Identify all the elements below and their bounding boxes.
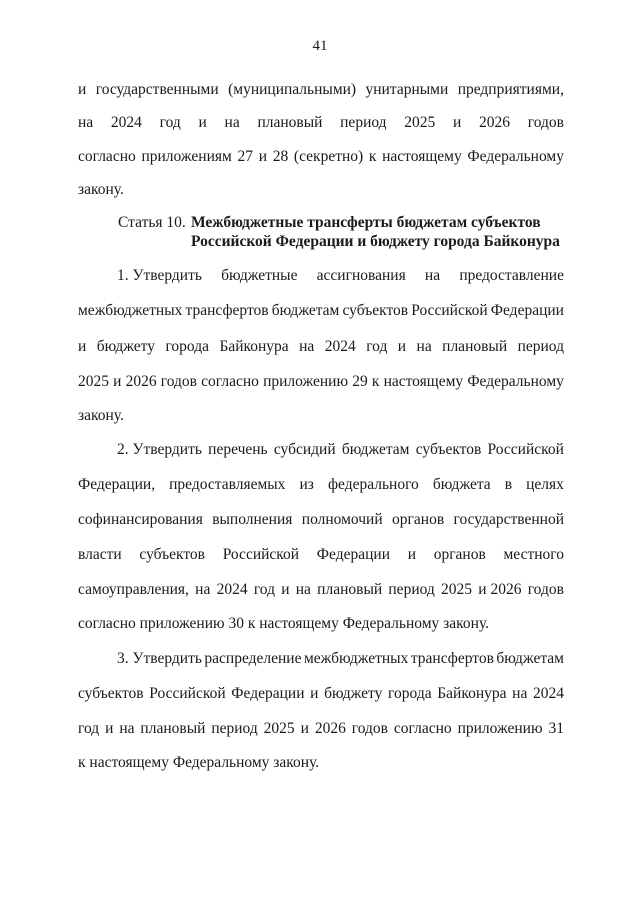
word: 2026 [479,114,511,131]
word: на [78,114,94,131]
word: период [388,581,435,598]
word: ассигнования [316,267,406,284]
word: органов [433,546,486,563]
word: приложениям [141,148,232,165]
word: самоуправления, [78,581,189,598]
text-line: согласно приложению 30 к настоящему Федеральному закону. [78,615,490,632]
text-line [78,720,564,738]
word: бюджетам [496,650,564,667]
word: бюджетам [341,441,410,458]
word: распределение [204,650,302,667]
text-line [117,441,564,459]
word: Федеральному [467,373,564,390]
word: 2024 [533,685,564,702]
word: Федерации [490,302,564,319]
word: бюджету [324,685,383,702]
word: трансфертов [185,302,269,319]
word: и [105,720,114,737]
word: 31 [548,720,564,737]
word: год [253,581,275,598]
word: межбюджетных [78,302,183,319]
word: Федерации, [78,476,156,493]
word: и [78,81,87,98]
word: на [424,267,441,284]
word: согласно [393,720,452,737]
word: и [258,148,268,165]
word: целях [526,476,564,493]
word: на [224,114,240,131]
word: настоящему [383,373,464,390]
word: 29 [352,373,368,390]
word: выполнения [212,511,293,528]
word: бюджетам [271,302,340,319]
word: 2025 [263,720,295,737]
text-line [78,546,564,564]
word: и 2026 [478,581,522,598]
word: 2024 [324,338,356,355]
word: софинансирования [78,511,203,528]
word: и [281,581,290,598]
article-label: Статья 10. [118,214,186,231]
word: год [78,720,100,737]
word: 2026 [314,720,346,737]
word: Байконура [437,685,507,702]
word: 2025 [404,114,436,131]
word: и [113,373,122,390]
word: согласно [201,373,259,390]
word: субъектов [342,302,409,319]
word: 2024 [110,114,142,131]
word: к [368,148,377,165]
word: согласно [78,148,136,165]
word: годов [160,373,197,390]
word: федерального [327,476,419,493]
word: и [453,114,462,131]
word: и [407,546,416,563]
word: унитарными [365,81,449,98]
word: 2025 [441,581,473,598]
word: годов [527,581,564,598]
word: субъектов [78,685,144,702]
word: 2. Утвердить [117,441,202,458]
word: период [517,338,564,355]
word: 28 [272,148,289,165]
word: и [198,114,207,131]
word: Федерации [231,685,305,702]
word: настоящему [382,148,462,165]
word: на [295,581,311,598]
text-line [117,267,564,285]
word: плановый [140,720,206,737]
word: период [340,114,387,131]
word: на [299,338,315,355]
word: предприятиями, [457,81,564,98]
word: предоставление [459,267,564,284]
word: перечень [208,441,268,458]
word: к [371,373,380,390]
article-title [191,213,560,251]
word: бюджета [432,476,491,493]
word: на [512,685,528,702]
word: бюджетные [221,267,298,284]
text-line [78,685,564,703]
text-line: закону. [78,407,124,424]
word: бюджету [96,338,156,355]
word: год [366,338,388,355]
word: предоставляемых [169,476,286,493]
text-line [78,338,564,356]
word: полномочий [301,511,383,528]
word: межбюджетных [303,650,409,667]
word: плановый [257,114,323,131]
word: власти [78,546,122,563]
word: Байконура [219,338,289,355]
word: Российской [411,302,488,319]
word: годов [527,114,564,131]
word: субъектов [415,441,482,458]
word: субсидий [273,441,336,458]
word: государственной [453,511,564,528]
word: органов [392,511,445,528]
word: 1. Утвердить [117,267,202,284]
text-line [78,114,564,132]
word: трансфертов [410,650,494,667]
word: и [397,338,407,355]
word: (муниципальными) [228,81,357,98]
word: местного [503,546,564,563]
text-line [117,650,564,668]
word: плановый [442,338,508,355]
word: Российской [222,546,300,563]
word: государственными [95,81,219,98]
text-line [78,511,564,529]
text-line: закону. [78,181,124,198]
word: и [300,720,309,737]
word: приложению [457,720,543,737]
word: города [388,685,432,702]
word: в [504,476,513,493]
word: и [78,338,87,355]
word: Федеральному [467,148,564,165]
word: 2026 [125,373,157,390]
text-line [78,148,564,166]
word: год [159,114,181,131]
word: приложению [263,373,349,390]
word: 2025 [78,373,109,390]
word: и [310,685,319,702]
word: субъектов [139,546,205,563]
text-line [78,373,564,391]
word: Российской [487,441,564,458]
word: из [299,476,314,493]
word: период [211,720,258,737]
word: Российской [149,685,226,702]
word: на [195,581,211,598]
page-number: 41 [312,38,328,54]
word: плановый [317,581,383,598]
word: (секретно) [293,148,364,165]
word: 27 [237,148,254,165]
word: 2024 [216,581,248,598]
word: города [165,338,209,355]
word: 3. Утвердить [117,650,202,667]
text-line [78,476,564,494]
word: Федерации [316,546,390,563]
word: годов [351,720,388,737]
text-line: к настоящему Федеральному закону. [78,754,320,771]
word: на [119,720,135,737]
article-title-line: Российской Федерации и бюджету города Байконура [191,233,560,250]
text-line [78,581,564,599]
word: на [416,338,432,355]
text-line [78,302,564,320]
article-title-line: Межбюджетные трансферты бюджетам субъектов [191,214,541,231]
text-line [78,81,564,99]
